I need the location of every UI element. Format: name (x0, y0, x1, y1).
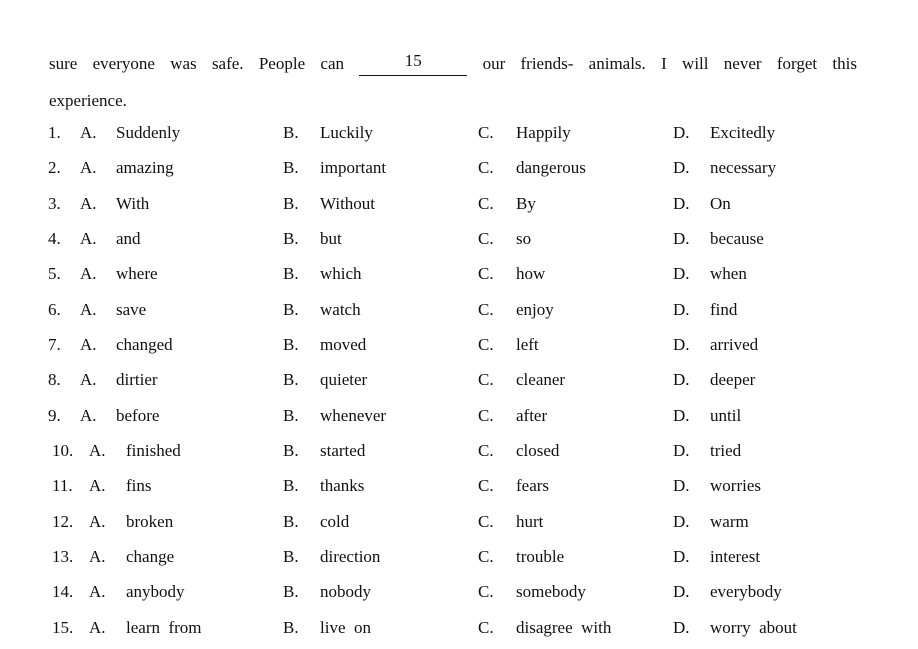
option-a-text: fins (126, 476, 152, 495)
option-d-letter: D. (673, 406, 690, 425)
option-c-text: By (516, 194, 536, 213)
option-c-letter: C. (478, 194, 494, 213)
option-b-text: direction (320, 547, 381, 566)
question-row (0, 510, 918, 534)
option-b-text: quieter (320, 370, 368, 389)
question-row (0, 368, 918, 392)
question-row (0, 262, 918, 286)
option-a-letter: A. (89, 441, 106, 460)
question-row (0, 616, 918, 640)
option-b-letter: B. (283, 229, 299, 248)
question-number: 11. (52, 476, 73, 495)
question-row (0, 333, 918, 357)
option-b-letter: B. (283, 335, 299, 354)
option-b-letter: B. (283, 123, 299, 142)
option-d-text: necessary (710, 158, 777, 177)
passage (49, 52, 857, 113)
question-number: 1. (48, 123, 61, 142)
passage-word: forget (776, 54, 818, 73)
passage-word: will (682, 54, 709, 73)
passage-line-2: experience. (49, 91, 127, 110)
option-b-text: watch (320, 300, 361, 319)
option-d-text: when (710, 264, 747, 283)
option-a-letter: A. (80, 194, 97, 213)
option-c-text: cleaner (516, 370, 566, 389)
option-c-letter: C. (478, 441, 494, 460)
option-c-letter: C. (478, 158, 494, 177)
option-c-letter: C. (478, 229, 494, 248)
option-b-text: nobody (320, 582, 371, 601)
question-row (0, 474, 918, 498)
option-d-letter: D. (673, 370, 690, 389)
option-c-text: closed (516, 441, 560, 460)
option-b-text: live on (320, 618, 371, 637)
passage-word: animals. (588, 54, 646, 73)
question-number: 15. (52, 618, 74, 637)
option-a-text: change (126, 547, 175, 566)
question-row (0, 545, 918, 569)
answer-blank-15: 15 (359, 52, 467, 76)
option-d-text: warm (710, 512, 749, 531)
option-b-letter: B. (283, 582, 299, 601)
option-d-text: deeper (710, 370, 756, 389)
option-c-letter: C. (478, 476, 494, 495)
option-c-letter: C. (478, 300, 494, 319)
option-d-letter: D. (673, 618, 690, 637)
question-row (0, 404, 918, 428)
passage-word: our (482, 54, 506, 73)
option-d-letter: D. (673, 476, 690, 495)
option-a-text: amazing (116, 158, 174, 177)
question-row (0, 580, 918, 604)
option-c-letter: C. (478, 335, 494, 354)
question-number: 2. (48, 158, 61, 177)
option-d-letter: D. (673, 158, 690, 177)
option-c-text: disagree with (516, 618, 612, 637)
option-d-letter: D. (673, 512, 690, 531)
option-c-letter: C. (478, 512, 494, 531)
passage-word: everyone (92, 54, 155, 73)
option-b-text: which (320, 264, 362, 283)
option-c-text: so (516, 229, 532, 248)
question-row (0, 192, 918, 216)
option-c-text: left (516, 335, 539, 354)
question-number: 6. (48, 300, 61, 319)
option-b-letter: B. (283, 300, 299, 319)
option-d-text: tried (710, 441, 742, 460)
option-c-text: trouble (516, 547, 565, 566)
question-number: 5. (48, 264, 61, 283)
option-a-text: finished (126, 441, 181, 460)
option-c-text: enjoy (516, 300, 554, 319)
option-d-text: interest (710, 547, 761, 566)
option-b-text: Luckily (320, 123, 373, 142)
question-number: 7. (48, 335, 61, 354)
option-c-letter: C. (478, 547, 494, 566)
option-b-text: but (320, 229, 342, 248)
option-b-letter: B. (283, 194, 299, 213)
passage-word: this (832, 54, 857, 73)
question-number: 14. (52, 582, 74, 601)
option-a-text: dirtier (116, 370, 158, 389)
option-d-letter: D. (673, 264, 690, 283)
option-d-letter: D. (673, 123, 690, 142)
option-a-text: changed (116, 335, 173, 354)
question-number: 3. (48, 194, 61, 213)
option-a-letter: A. (89, 547, 106, 566)
option-b-letter: B. (283, 441, 299, 460)
question-row (0, 156, 918, 180)
option-d-letter: D. (673, 547, 690, 566)
option-c-letter: C. (478, 264, 494, 283)
option-c-text: Happily (516, 123, 571, 142)
option-d-text: On (710, 194, 731, 213)
option-c-text: hurt (516, 512, 544, 531)
question-row (0, 298, 918, 322)
option-d-text: everybody (710, 582, 782, 601)
option-a-letter: A. (89, 582, 106, 601)
question-number: 8. (48, 370, 61, 389)
option-c-letter: C. (478, 406, 494, 425)
option-a-letter: A. (80, 229, 97, 248)
option-d-text: arrived (710, 335, 759, 354)
option-b-text: cold (320, 512, 350, 531)
option-b-text: Without (320, 194, 376, 213)
option-a-text: save (116, 300, 147, 319)
option-b-letter: B. (283, 547, 299, 566)
passage-word: safe. (211, 54, 244, 73)
question-row (0, 227, 918, 251)
option-a-text: anybody (126, 582, 185, 601)
option-b-letter: B. (283, 406, 299, 425)
option-d-letter: D. (673, 194, 690, 213)
option-a-letter: A. (80, 335, 97, 354)
option-a-letter: A. (80, 158, 97, 177)
option-b-letter: B. (283, 370, 299, 389)
option-c-letter: C. (478, 582, 494, 601)
option-d-text: until (710, 406, 742, 425)
option-a-text: With (116, 194, 150, 213)
option-d-text: find (710, 300, 738, 319)
option-c-text: fears (516, 476, 550, 495)
option-d-text: Excitedly (710, 123, 776, 142)
passage-word: People (258, 54, 306, 73)
option-d-letter: D. (673, 335, 690, 354)
option-b-letter: B. (283, 476, 299, 495)
option-b-text: important (320, 158, 387, 177)
option-a-text: and (116, 229, 141, 248)
option-b-letter: B. (283, 264, 299, 283)
option-a-letter: A. (89, 476, 106, 495)
option-a-text: Suddenly (116, 123, 181, 142)
option-d-text: because (710, 229, 764, 248)
passage-word: I (661, 54, 667, 73)
option-c-letter: C. (478, 370, 494, 389)
option-d-letter: D. (673, 441, 690, 460)
passage-word: can (320, 54, 344, 73)
option-b-letter: B. (283, 618, 299, 637)
passage-word: never (723, 54, 762, 73)
passage-word: sure (49, 54, 78, 73)
option-c-letter: C. (478, 618, 494, 637)
passage-word: was (170, 54, 197, 73)
option-d-letter: D. (673, 582, 690, 601)
option-a-text: before (116, 406, 160, 425)
question-number: 12. (52, 512, 74, 531)
option-a-text: broken (126, 512, 174, 531)
option-b-text: thanks (320, 476, 365, 495)
question-number: 13. (52, 547, 74, 566)
option-c-text: somebody (516, 582, 586, 601)
question-number: 9. (48, 406, 61, 425)
option-a-letter: A. (89, 618, 106, 637)
option-b-text: started (320, 441, 366, 460)
option-a-letter: A. (80, 123, 97, 142)
option-b-letter: B. (283, 158, 299, 177)
option-a-letter: A. (89, 512, 106, 531)
option-a-letter: A. (80, 370, 97, 389)
option-c-text: how (516, 264, 546, 283)
option-d-letter: D. (673, 300, 690, 319)
option-b-text: whenever (320, 406, 387, 425)
question-number: 4. (48, 229, 61, 248)
option-c-text: after (516, 406, 548, 425)
option-d-text: worries (710, 476, 761, 495)
option-b-text: moved (320, 335, 367, 354)
option-a-text: where (116, 264, 158, 283)
passage-word: friends- (520, 54, 574, 73)
option-a-letter: A. (80, 300, 97, 319)
option-a-letter: A. (80, 264, 97, 283)
question-row (0, 121, 918, 145)
option-c-text: dangerous (516, 158, 586, 177)
option-b-letter: B. (283, 512, 299, 531)
option-a-letter: A. (80, 406, 97, 425)
option-d-text: worry about (710, 618, 797, 637)
option-d-letter: D. (673, 229, 690, 248)
passage-line-1 (49, 52, 857, 76)
question-row (0, 439, 918, 463)
option-c-letter: C. (478, 123, 494, 142)
option-a-text: learn from (126, 618, 202, 637)
question-number: 10. (52, 441, 74, 460)
